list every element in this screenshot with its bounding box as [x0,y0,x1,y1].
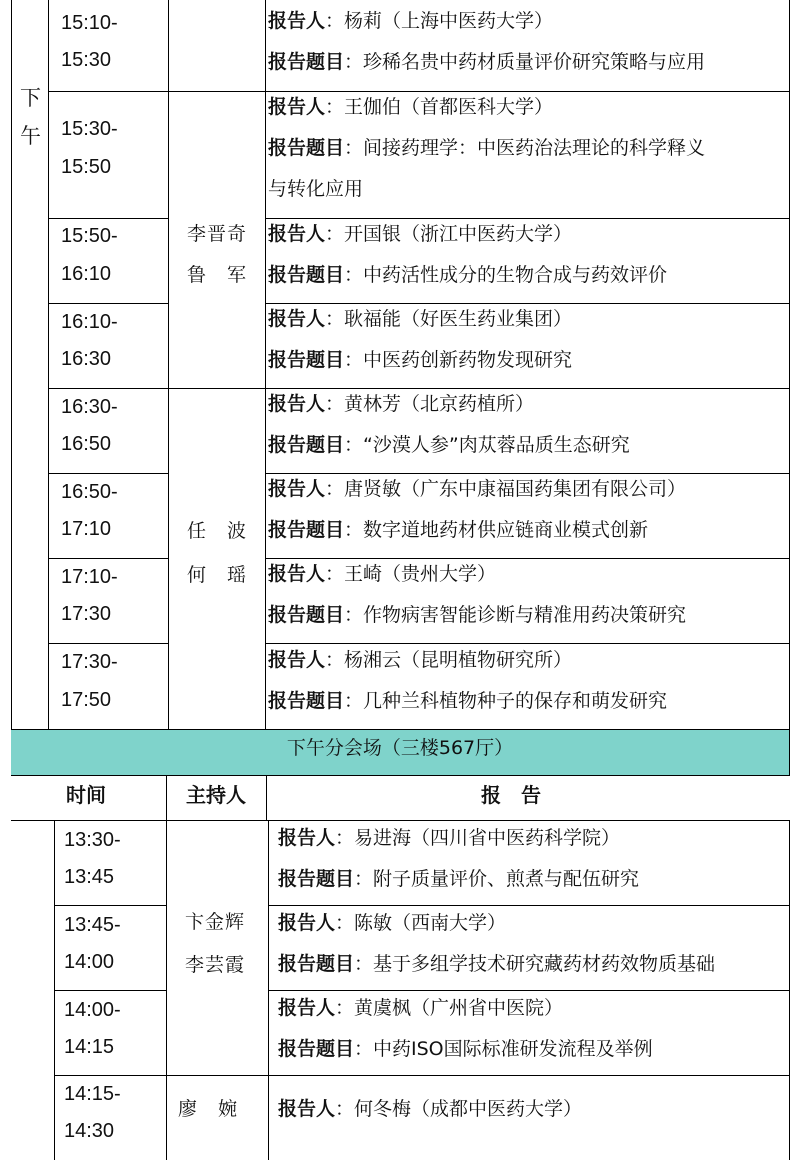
header-host: 主持人 [186,783,246,807]
time-start: 16:50- [61,481,118,503]
speaker-line [268,648,572,672]
speaker-label: 报告人 [268,478,326,500]
row-divider [265,643,789,644]
time-end: 15:50 [61,156,112,178]
time-end: 17:30 [61,603,112,625]
topic-text: ：中药ISO国际标准研发流程及举例 [354,1038,653,1060]
row-divider [48,473,168,474]
speaker-line [278,826,620,850]
row-divider [11,820,790,821]
time-start: 15:50- [61,225,118,247]
time-start: 17:30- [61,651,118,673]
topic-text: ：中药活性成分的生物合成与药效评价 [344,264,668,286]
host-name: 卞金辉 [185,911,246,933]
time-end: 16:10 [61,263,112,285]
table-border [166,820,167,1160]
speaker-name: ：王崎（贵州大学） [325,563,497,585]
topic-line [278,1037,653,1061]
table-border [789,0,790,730]
speaker-name: ：易进海（四川省中医药科学院） [335,827,621,849]
speaker-label: 报告人 [278,1098,336,1120]
time-end: 14:30 [64,1120,115,1142]
speaker-label: 报告人 [268,96,326,118]
time-start: 14:00- [64,999,121,1021]
speaker-line [268,562,496,586]
topic-line [278,867,639,891]
speaker-label: 报告人 [268,223,326,245]
time-start: 16:10- [61,311,118,333]
time-start: 16:30- [61,396,118,418]
row-divider [265,473,789,474]
time-start: 17:10- [61,566,118,588]
speaker-line [268,307,572,331]
time-end: 16:50 [61,433,112,455]
table-border [266,776,267,820]
row-divider [48,303,168,304]
speaker-line [278,911,506,935]
table-border [789,820,790,1160]
afternoon-label: 午 [20,124,41,148]
topic-text: ：中医药创新药物发现研究 [344,349,573,371]
topic-label: 报告题目 [268,137,345,159]
row-divider [265,303,789,304]
speaker-name: ：王伽伯（首都医科大学） [325,96,554,118]
topic-label: 报告题目 [268,434,345,456]
time-end: 13:45 [64,866,115,888]
topic-text: ：作物病害智能诊断与精准用药决策研究 [344,604,687,626]
speaker-name: ：唐贤敏（广东中康福国药集团有限公司） [325,478,687,500]
topic-line [268,50,705,74]
topic-continuation: 与转化应用 [268,178,364,200]
row-divider [265,218,789,219]
header-report: 报 告 [481,783,541,807]
table-border [48,0,49,730]
speaker-line [268,477,686,501]
speaker-label: 报告人 [268,563,326,585]
topic-line [278,952,715,976]
row-divider [48,91,789,92]
row-divider [265,558,789,559]
topic-line [268,518,648,542]
topic-text: ：基于多组学技术研究藏药材药效物质基础 [354,953,716,975]
row-divider [268,905,789,906]
speaker-line [268,222,572,246]
speaker-label: 报告人 [268,308,326,330]
speaker-name: ：耿福能（好医生药业集团） [325,308,573,330]
speaker-label: 报告人 [268,10,326,32]
time-start: 14:15- [64,1083,121,1105]
time-end: 14:15 [64,1036,115,1058]
row-divider [48,643,168,644]
host-name: 任 波 [187,520,248,542]
host-name: 何 瑶 [187,564,248,586]
row-divider [54,1075,789,1076]
topic-text: ：间接药理学：中医药治法理论的科学释义 [344,137,706,159]
topic-text: ：几种兰科植物种子的保存和萌发研究 [344,690,668,712]
topic-line [268,433,630,457]
speaker-name: ：陈敏（西南大学） [335,912,507,934]
topic-text: ：附子质量评价、煎煮与配伍研究 [354,868,640,890]
topic-line [268,136,705,160]
speaker-label: 报告人 [278,912,336,934]
host-name: 鲁 军 [187,264,248,286]
speaker-name: ：黄虞枫（广州省中医院） [335,997,564,1019]
row-divider [54,905,166,906]
topic-label: 报告题目 [278,1038,355,1060]
topic-label: 报告题目 [278,868,355,890]
speaker-name: ：杨莉（上海中医药大学） [325,10,554,32]
speaker-label: 报告人 [278,997,336,1019]
row-divider [268,990,789,991]
topic-label: 报告题目 [278,953,355,975]
row-divider [48,218,168,219]
speaker-label: 报告人 [278,827,336,849]
speaker-label: 报告人 [268,649,326,671]
speaker-line [278,996,563,1020]
host-name: 廖 婉 [178,1098,239,1120]
row-divider [54,990,166,991]
time-start: 15:10- [61,12,118,34]
table-border [166,776,167,820]
topic-label: 报告题目 [268,604,345,626]
time-start: 13:30- [64,829,121,851]
topic-label: 报告题目 [268,349,345,371]
afternoon-label: 下 [20,86,41,110]
time-end: 16:30 [61,348,112,370]
topic-label: 报告题目 [268,690,345,712]
time-end: 14:00 [64,951,115,973]
topic-label: 报告题目 [268,264,345,286]
table-border [168,0,169,730]
header-time: 时间 [66,783,106,807]
time-start: 13:45- [64,914,121,936]
row-divider [48,388,789,389]
speaker-line [268,95,553,119]
host-name: 李晋奇 [187,223,248,245]
time-end: 17:50 [61,689,112,711]
table-border [11,0,12,730]
topic-line [268,348,572,372]
speaker-name: ：开国银（浙江中医药大学） [325,223,573,245]
banner-border [789,729,790,776]
host-name: 李芸霞 [185,954,246,976]
speaker-line [278,1097,582,1121]
topic-line [268,603,686,627]
speaker-line [268,9,553,33]
section-banner-title: 下午分会场（三楼567厅） [286,737,514,759]
time-end: 15:30 [61,49,112,71]
speaker-label: 报告人 [268,393,326,415]
speaker-name: ：杨湘云（昆明植物研究所） [325,649,573,671]
topic-text: ：珍稀名贵中药材质量评价研究策略与应用 [344,51,706,73]
topic-label: 报告题目 [268,51,345,73]
topic-text: ：数字道地药材供应链商业模式创新 [344,519,649,541]
topic-line [268,689,667,713]
row-divider [48,558,168,559]
banner-border [11,775,790,776]
table-border [265,0,266,730]
time-start: 15:30- [61,118,118,140]
topic-text: ：“沙漠人参”肉苁蓉品质生态研究 [344,434,630,456]
topic-label: 报告题目 [268,519,345,541]
speaker-line [268,392,534,416]
speaker-name: ：何冬梅（成都中医药大学） [335,1098,583,1120]
topic-line [268,263,667,287]
speaker-name: ：黄林芳（北京药植所） [325,393,535,415]
time-end: 17:10 [61,518,112,540]
